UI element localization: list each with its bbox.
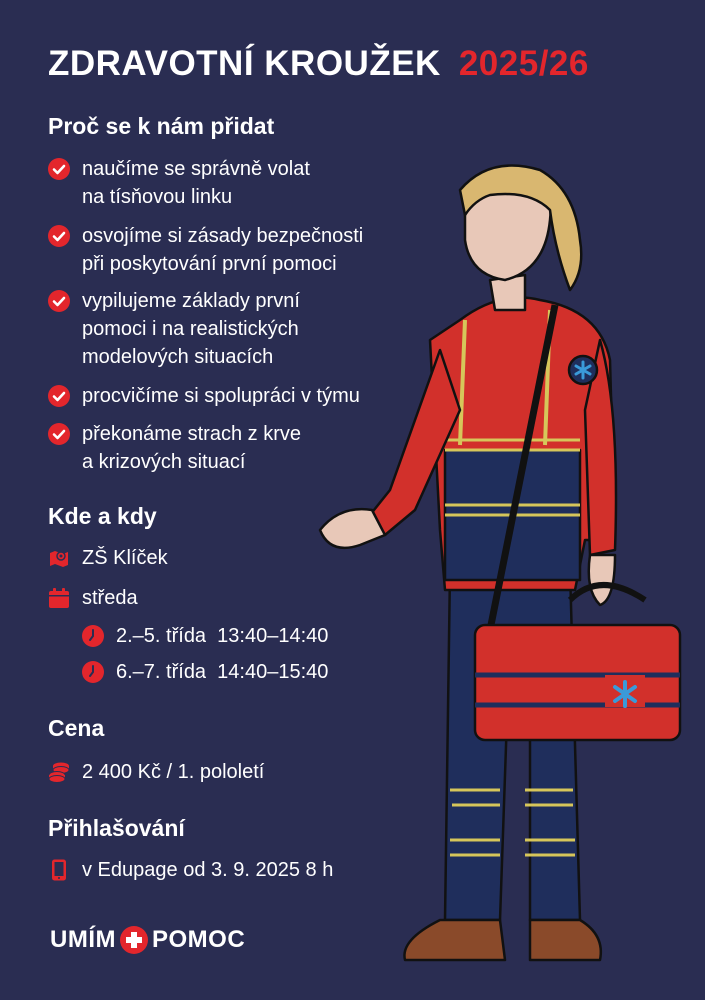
calendar-icon — [48, 587, 70, 609]
logo-left-text: UMÍM — [50, 926, 116, 953]
benefit-line: při poskytování první pomoci — [82, 253, 337, 275]
check-circle-icon — [48, 290, 70, 312]
page-title — [48, 44, 589, 84]
time-slot-text: 6.–7. třída 14:40–15:40 — [116, 661, 329, 683]
check-circle-icon — [48, 225, 70, 247]
check-circle-icon — [48, 385, 70, 407]
benefit-item — [48, 155, 310, 211]
title-year: 2025/26 — [458, 44, 589, 83]
benefit-line: pomoci i na realistických — [82, 318, 299, 340]
benefit-item — [48, 420, 301, 476]
benefit-item — [48, 287, 300, 371]
benefit-line: na tísňovou linku — [82, 186, 233, 208]
paramedic-illustration — [300, 160, 705, 970]
signup-item — [48, 856, 333, 884]
signup-heading: Přihlašování — [48, 815, 185, 841]
signup-text: v Edupage od 3. 9. 2025 8 h — [82, 859, 334, 881]
why-heading: Proč se k nám přidat — [48, 113, 275, 139]
benefit-line: modelových situacích — [82, 346, 274, 368]
benefit-line: vypilujeme základy první — [82, 290, 300, 312]
price-item — [48, 758, 264, 786]
medical-cross-icon — [119, 925, 149, 955]
place-text: ZŠ Klíček — [82, 547, 168, 569]
time-slot — [82, 622, 328, 650]
price-text: 2 400 Kč / 1. pololetí — [82, 761, 265, 783]
time-slot-text: 2.–5. třída 13:40–14:40 — [116, 625, 329, 647]
benefit-line: procvičíme si spolupráci v týmu — [82, 385, 360, 407]
umim-pomoc-logo — [50, 925, 245, 955]
place-item — [48, 544, 168, 572]
check-circle-icon — [48, 423, 70, 445]
coins-icon — [48, 761, 70, 783]
benefit-line: a krizových situací — [82, 451, 246, 473]
day-text: středa — [82, 587, 138, 609]
title-text: ZDRAVOTNÍ KROUŽEK — [48, 44, 441, 83]
logo-right-text: POMOC — [151, 926, 246, 953]
benefit-line: osvojíme si zásady bezpečnosti — [82, 225, 364, 247]
where-heading: Kde a kdy — [48, 503, 157, 529]
check-circle-icon — [48, 158, 70, 180]
map-pin-icon — [48, 547, 70, 569]
phone-icon — [48, 859, 70, 881]
benefit-line: naučíme se správně volat — [82, 158, 310, 180]
price-heading: Cena — [48, 715, 105, 741]
time-slot — [82, 658, 328, 686]
day-item — [48, 584, 138, 612]
benefit-line: překonáme strach z krve — [82, 423, 301, 445]
clock-icon — [82, 625, 104, 647]
clock-icon — [82, 661, 104, 683]
